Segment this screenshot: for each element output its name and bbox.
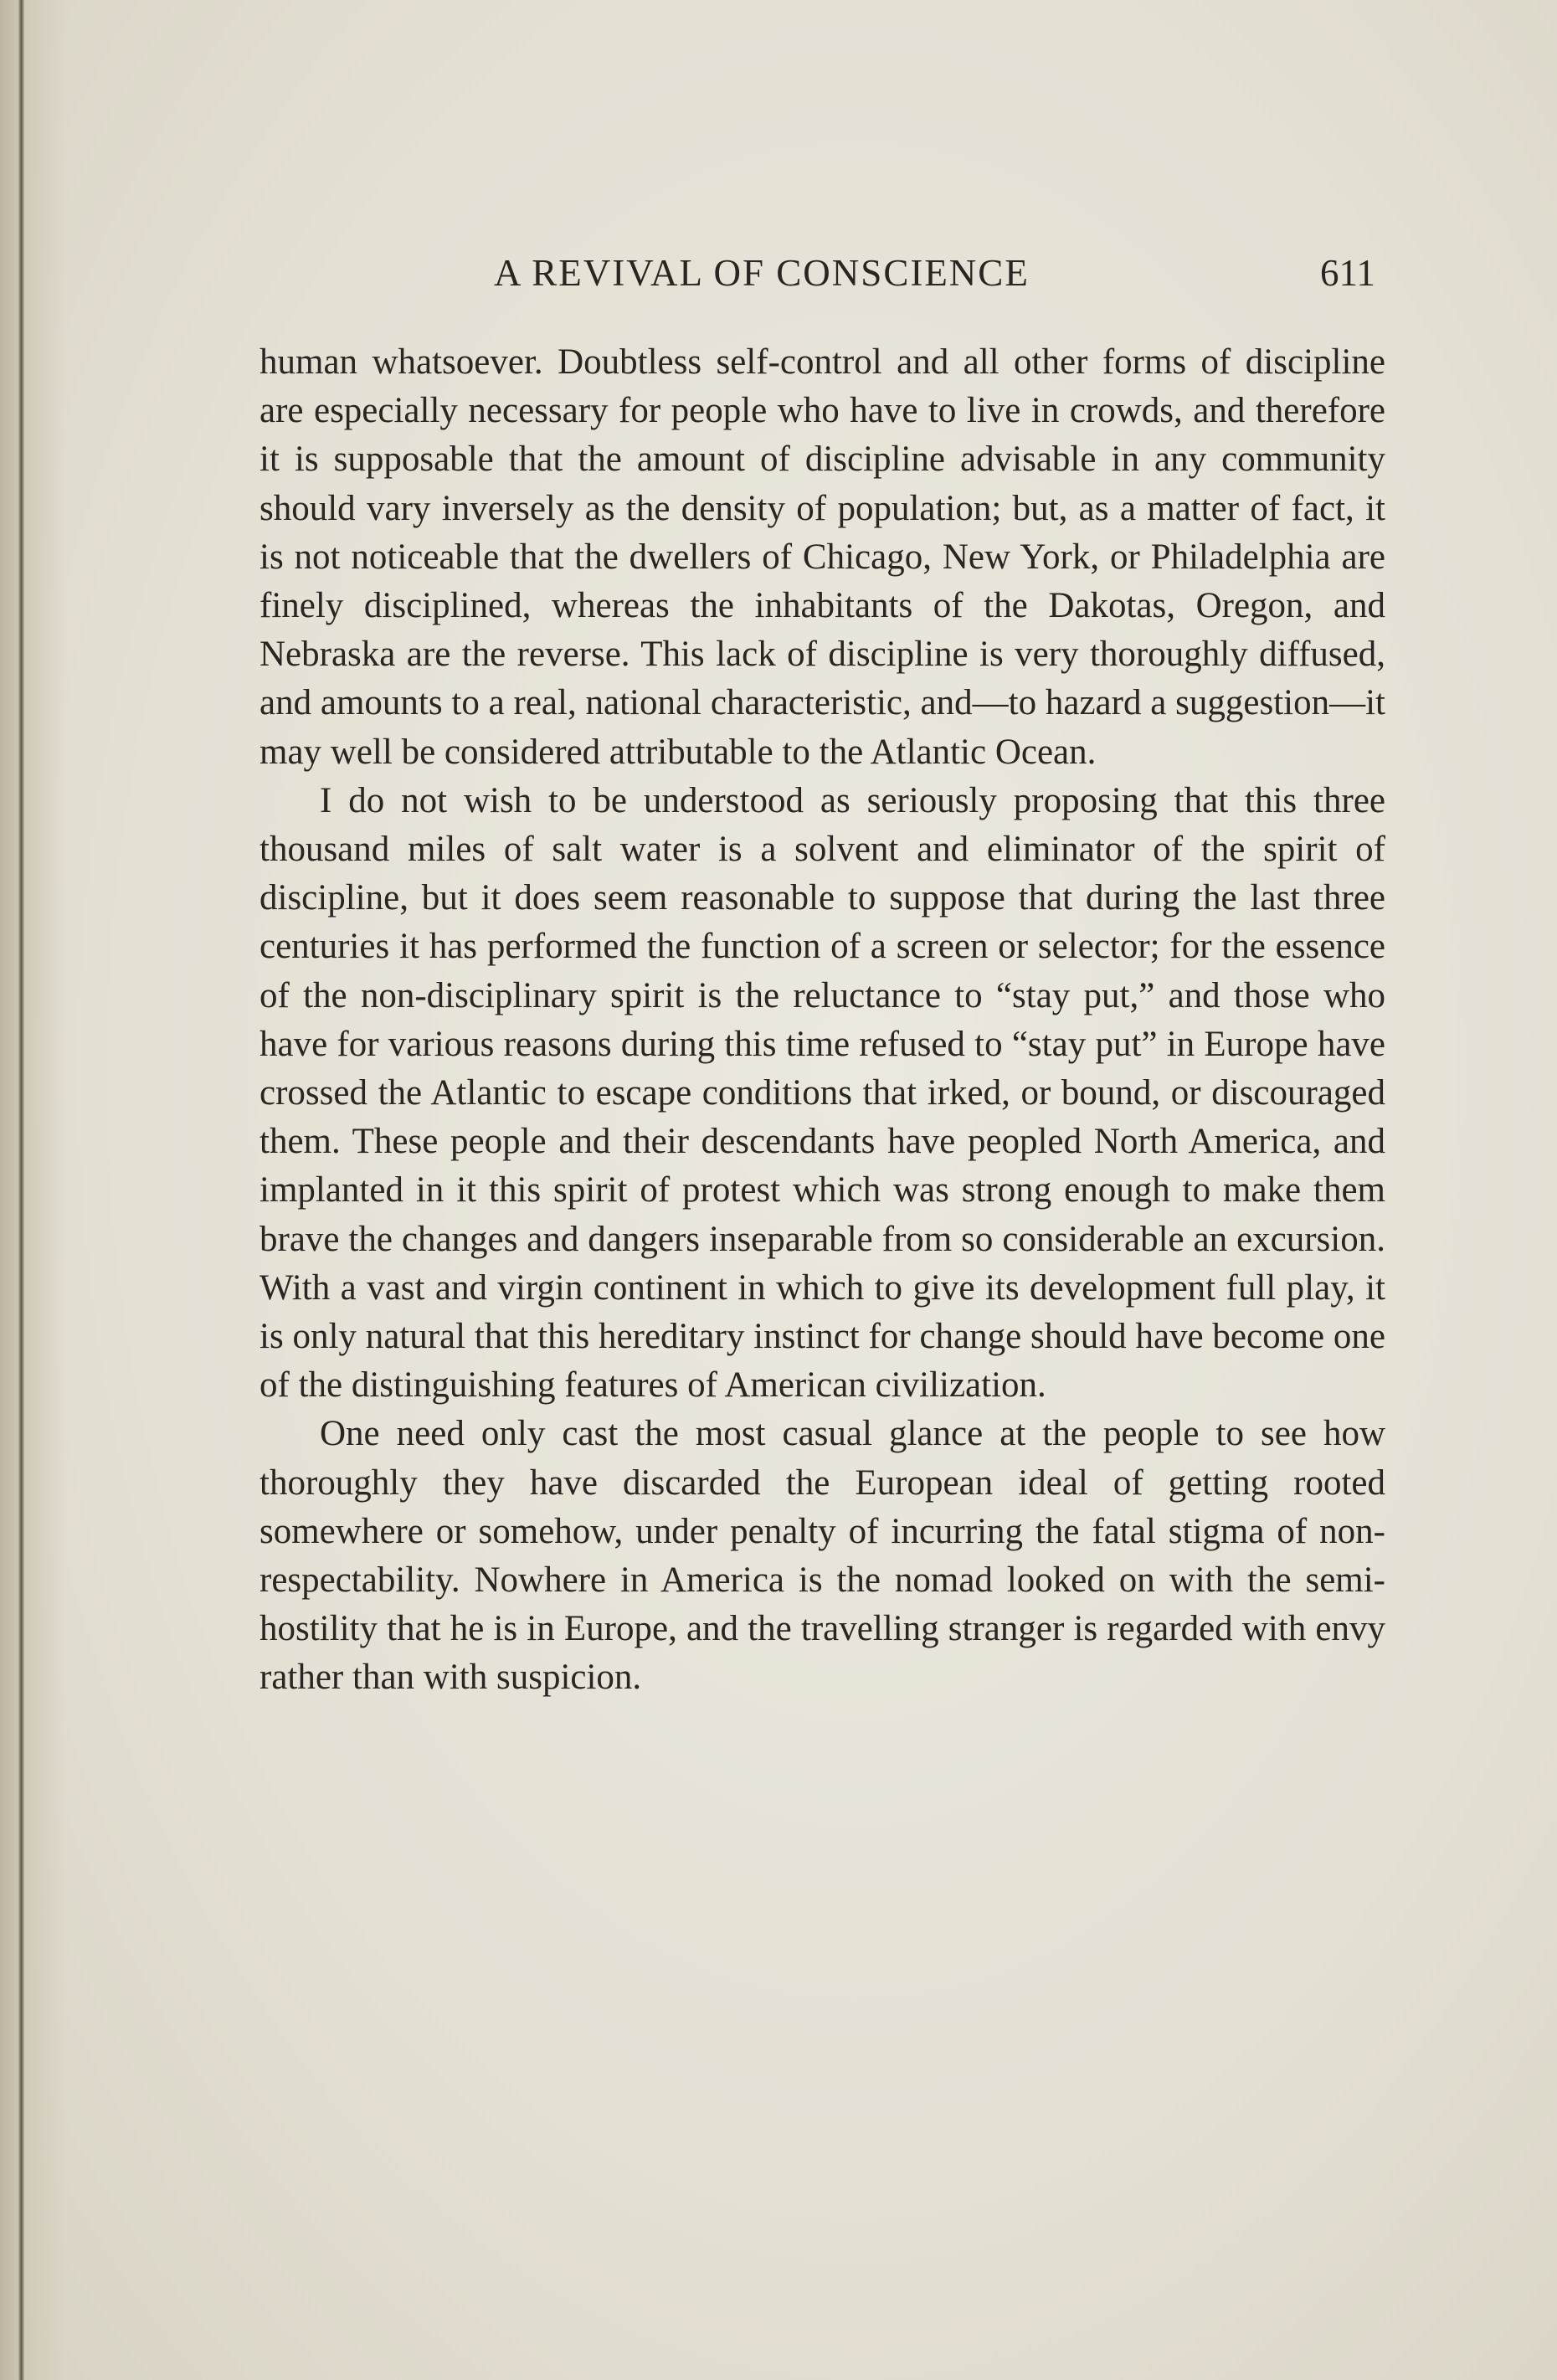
- running-head: [0, 251, 1557, 301]
- paragraph-1: human whatsoever. Doubtless self-control and all other forms of discipline are especially necessary for people who have to live in crowds, and therefore it is supposable that the amount of discipline advisable in any community should vary inversely as the density of population; but, as a matter of fact, it is not noticeable that the dwellers of Chicago, New York, or Philadelphia are finely disciplined, whereas the inhabitants of the Dakotas, Oregon, and Nebraska are the reverse. This lack of discipline is very thoroughly diffused, and amounts to a real, national characteristic, and—to hazard a suggestion—it may well be considered attributable to the Atlantic Ocean.: [260, 342, 1385, 772]
- paragraph-2: I do not wish to be understood as seriously proposing that this three thousand miles of salt water is a solvent and eliminator of the spirit of discipline, but it does seem reasonable to suppose that during the last three centuries it has performed the function of a screen or selector; for the essence of the non-disciplinary spirit is the reluctance to “stay put,” and those who have for various reasons during this time refused to “stay put” in Europe have crossed the Atlantic to escape conditions that irked, or bound, or discouraged them. These people and their descendants have peopled North America, and implanted in it this spirit of protest which was strong enough to make them brave the changes and dangers inseparable from so considerable an excursion. With a vast and virgin continent in which to give its development full play, it is only natural that this hereditary instinct for change should have become one of the distinguishing features of American civilization.: [260, 780, 1385, 1406]
- binding-shadow: [0, 0, 67, 2380]
- paragraph-3: One need only cast the most casual glance at the people to see how thoroughly they have discarded the European ideal of getting rooted somewhere or somehow, under penalty of incurring the fatal stigma of non-respectability. Nowhere in America is the nomad looked on with the semi-hostility that he is in Europe, and the travelling stranger is regarded with envy rather than with suspicion.: [260, 1414, 1385, 1698]
- running-head-title: A REVIVAL OF CONSCIENCE: [494, 252, 1030, 294]
- binding-edge: [18, 0, 24, 2380]
- body-text: [260, 338, 1385, 1703]
- page-number: 611: [1320, 252, 1375, 294]
